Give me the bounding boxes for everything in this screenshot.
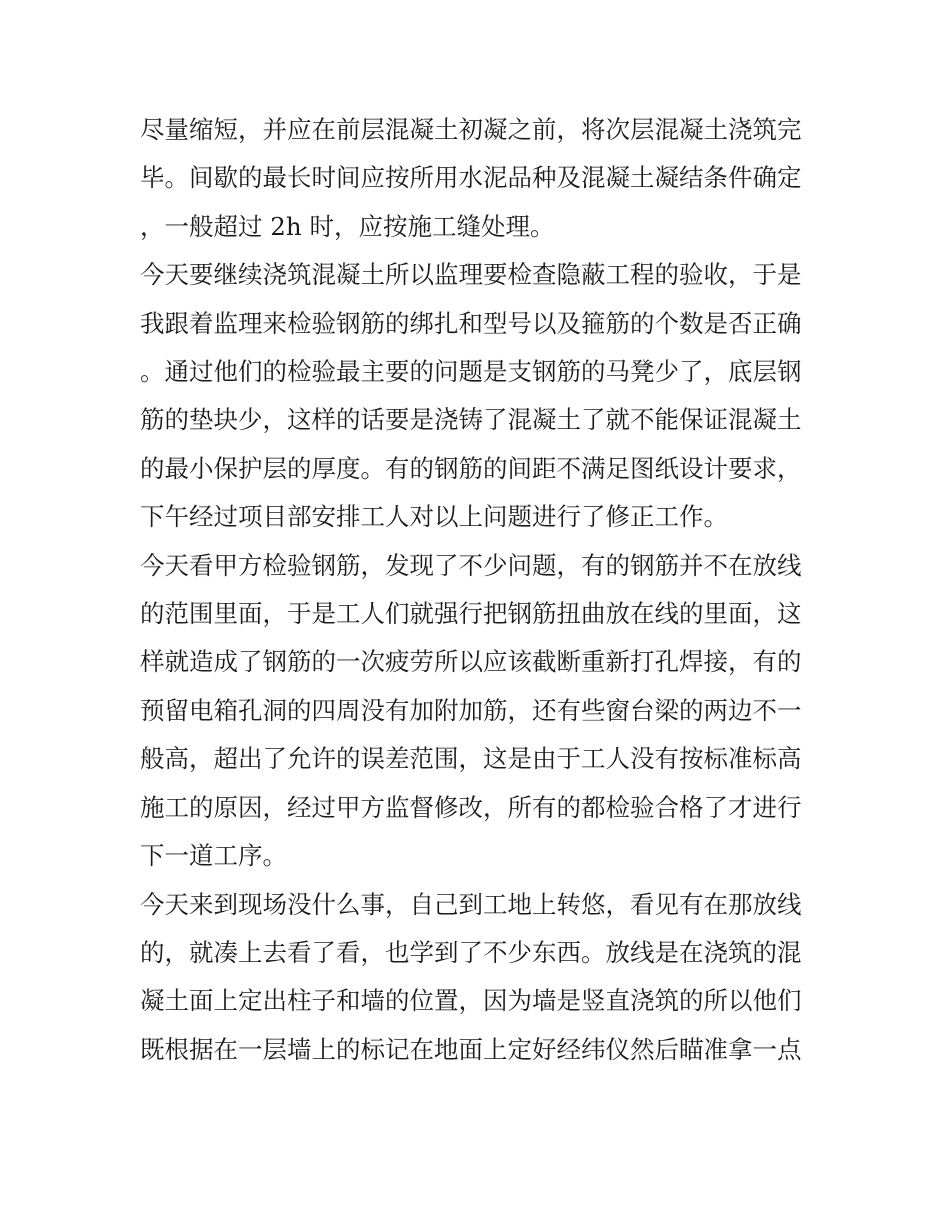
paragraph-4: 今天来到现场没什么事，自己到工地上转悠，看见有在那放线的，就凑上去看了看，也学到了不少东西。放线是在浇筑的混凝土面上定出柱子和墙的位置，因为墙是竖直浇筑的所以他们既根据在一层墙上的标记在地面上定好经纬仪然后瞄准拿一点 (140, 889, 802, 1064)
document-body (140, 106, 820, 1074)
paragraph-1: 尽量缩短，并应在前层混凝土初凝之前，将次层混凝土浇筑完毕。间歇的最长时间应按所用水泥品种及混凝土凝结条件确定，一般超过 2h 时，应按施工缝处理。 (140, 115, 802, 241)
paragraph-3: 今天看甲方检验钢筋，发现了不少问题，有的钢筋并不在放线的范围里面，于是工人们就强行把钢筋扭曲放在线的里面，这样就造成了钢筋的一次疲劳所以应该截断重新打孔焊接，有的预留电箱孔洞的四周没有加附加筋，还有些窗台梁的两边不一般高，超出了允许的误差范围，这是由于工人没有按标准标高施工的原因，经过甲方监督修改，所有的都检验合格了才进行下一道工序。 (140, 550, 802, 871)
paragraph-2: 今天要继续浇筑混凝土所以监理要检查隐蔽工程的验收，于是我跟着监理来检验钢筋的绑扎和型号以及箍筋的个数是否正确。通过他们的检验最主要的问题是支钢筋的马凳少了，底层钢筋的垫块少，这样的话要是浇铸了混凝土了就不能保证混凝土的最小保护层的厚度。有的钢筋的间距不满足图纸设计要求，下午经过项目部安排工人对以上问题进行了修正工作。 (140, 260, 802, 532)
